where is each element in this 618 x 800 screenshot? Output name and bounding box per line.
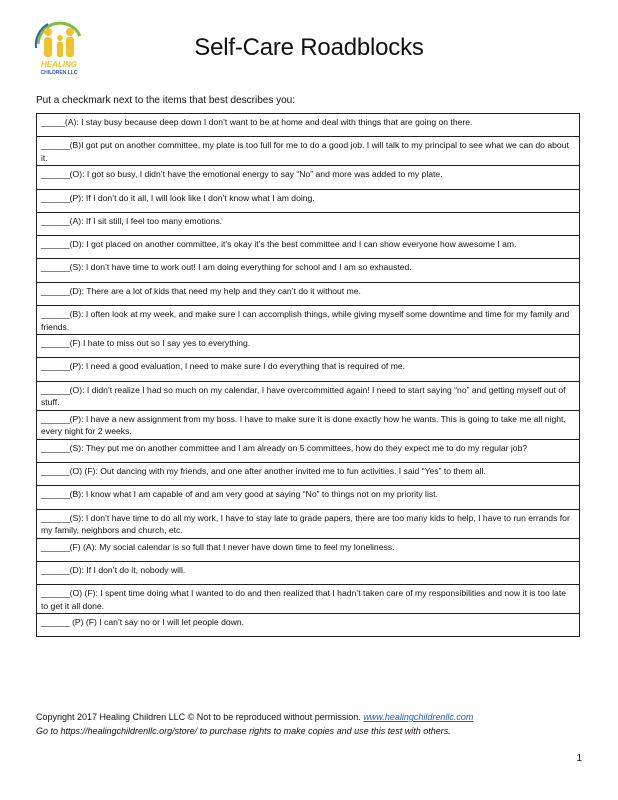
checklist-row xyxy=(37,462,580,485)
checklist-item[interactable]: ______(P): I need a good evaluation, I need to make sure I do everything that is required of me. xyxy=(37,358,580,381)
checklist-row xyxy=(37,189,580,212)
checklist-item[interactable]: ______(D): If I don’t do it, nobody will. xyxy=(37,561,580,584)
checklist-row xyxy=(37,137,580,166)
checklist-item[interactable]: ______(F) I hate to miss out so I say yes to everything. xyxy=(37,335,580,358)
checklist-row xyxy=(37,585,580,614)
checklist-item[interactable]: ______(S): I don’t have time to work out! I am doing everything for school and I am so exhausted. xyxy=(37,259,580,282)
checklist-item[interactable]: ______ (P) (F) I can’t say no or I will let people down. xyxy=(37,614,580,637)
checklist-item[interactable]: ______(P): I have a new assignment from my boss. I have to make sure it is done exactly how he wants. This is going to take me all night, every night for 2 weeks. xyxy=(37,410,580,439)
checklist-row xyxy=(37,614,580,637)
checklist-row xyxy=(37,381,580,410)
checklist-row xyxy=(37,358,580,381)
checklist-item[interactable]: ______(S): They put me on another committee and I am already on 5 committees, how do they expect me to do my regular job? xyxy=(37,439,580,462)
checklist-item[interactable]: ______(F) (A): My social calendar is so full that I never have down time to feel my loneliness. xyxy=(37,538,580,561)
checklist-row xyxy=(37,410,580,439)
checklist-item[interactable]: ______(S): I don’t have time to do all my work, I have to stay late to grade papers, there are too many kids to help, I have to run errands for my family, neighbors and church, etc. xyxy=(37,509,580,538)
checklist-row xyxy=(37,236,580,259)
checklist-item[interactable]: ______(O) (F): I spent time doing what I wanted to do and then realized that I hadn’t taken care of my responsibilities and now it is too late to get it all done. xyxy=(37,585,580,614)
checklist-table xyxy=(36,113,580,637)
checklist-row xyxy=(37,212,580,235)
checklist-item[interactable]: ______(B): I often look at my week, and make sure I can accomplish things, while giving myself some downtime and time for my family and friends. xyxy=(37,306,580,335)
checklist-row xyxy=(37,538,580,561)
checklist-item[interactable]: ______(O) (F): Out dancing with my friends, and one after another invited me to fun activities. I said “Yes” to them all. xyxy=(37,462,580,485)
copyright-text: Copyright 2017 Healing Children LLC © Not to be reproduced without permission. xyxy=(36,712,364,722)
website-link[interactable]: www.healingchildrenllc.com xyxy=(363,712,474,722)
checklist-item[interactable]: ______(D): I got placed on another committee, it’s okay it’s the best committee and I can show everyone how awesome I am. xyxy=(37,236,580,259)
logo-text-bottom: CHILDREN LLC xyxy=(40,70,78,76)
checklist-row xyxy=(37,561,580,584)
checklist-item[interactable]: ______(B): I know what I am capable of and am very good at saying “No” to things not on my priority list. xyxy=(37,486,580,509)
checklist-row xyxy=(37,282,580,305)
checklist-row xyxy=(37,509,580,538)
page-number: 1 xyxy=(576,753,582,764)
checklist-row xyxy=(37,114,580,137)
checklist-row xyxy=(37,439,580,462)
checklist-row xyxy=(37,259,580,282)
purchase-note: Go to https://healingchildrenllc.org/store/ to purchase rights to make copies and use this test with others. xyxy=(36,726,451,736)
checklist-item[interactable]: _____(A): I stay busy because deep down I don’t want to be at home and deal with things that are going on there. xyxy=(37,114,580,137)
checklist-row xyxy=(37,335,580,358)
logo-text-top: HEALING xyxy=(41,60,77,69)
checklist-row xyxy=(37,166,580,189)
page-title: Self-Care Roadblocks xyxy=(194,34,424,61)
checklist-item[interactable]: ______(O): I didn’t realize I had so much on my calendar, I have overcommitted again! I need to start saying “no” and getting myself out of stuff. xyxy=(37,381,580,410)
checklist-item[interactable]: ______(A): If I sit still, I feel too many emotions. xyxy=(37,212,580,235)
checklist-item[interactable]: ______(P): If I don’t do it all, I will look like I don’t know what I am doing. xyxy=(37,189,580,212)
checklist-row xyxy=(37,306,580,335)
checklist-item[interactable]: ______(O): I got so busy, I didn’t have the emotional energy to say “No” and more was added to my plate. xyxy=(37,166,580,189)
instructions: Put a checkmark next to the items that best describes you: xyxy=(36,95,296,106)
checklist-row xyxy=(37,486,580,509)
checklist-item[interactable]: ______(B)I got put on another committee, my plate is too full for me to do a good job. I will talk to my principal to see what we can do about it. xyxy=(37,137,580,166)
checklist-item[interactable]: ______(D): There are a lot of kids that need my help and they can’t do it without me. xyxy=(37,282,580,305)
copyright-line xyxy=(36,712,473,722)
